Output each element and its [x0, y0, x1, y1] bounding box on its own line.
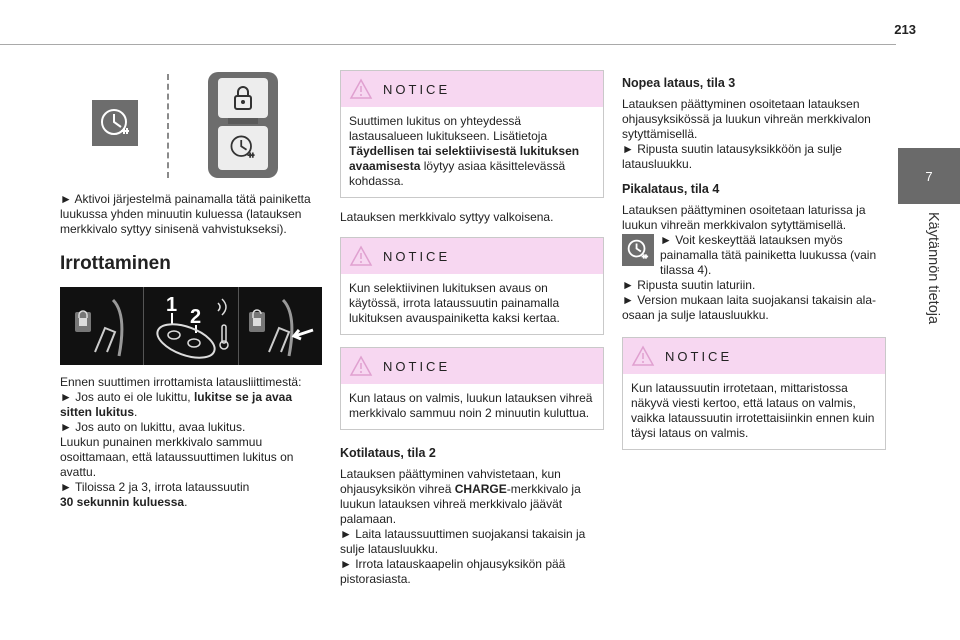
warning-triangle-icon	[349, 355, 373, 377]
column-3	[622, 76, 886, 460]
bullet-hang-charger: ► Ripusta suutin laturiin.	[622, 278, 756, 292]
bullet-hang-nozzle: ► Ripusta suutin latausyksikköön ja sulje latausluukku.	[622, 142, 842, 171]
delayed-charge-inline-icon	[622, 234, 654, 266]
warning-triangle-icon	[349, 78, 373, 100]
notice-body-4: Kun lataussuutin irrotetaan, mittaristossa näkyvä viesti kertoo, että lataus on valmis, vaikka lataussuutin irrotettaisiinkin ennen kuin täysi lataus on valmis.	[631, 381, 875, 440]
bullet-not-locked-bold: lukitse se ja avaa sitten lukitus	[60, 390, 293, 419]
charging-flap-panel	[208, 72, 278, 178]
notice-body-3: Kun lataus on valmis, luukun latauksen vihreä merkkivalo sammuu noin 2 minuutin kuluttua.	[349, 391, 593, 420]
bullet-unplug: ► Irrota latauskaapelin ohjausyksikön pää pistorasiasta.	[340, 557, 566, 586]
bullet-not-locked-end: .	[134, 405, 138, 419]
header-rule	[0, 44, 896, 45]
panel-latch	[228, 118, 258, 124]
notice-header-4	[623, 338, 885, 374]
notice-title-1: NOTICE	[383, 81, 451, 97]
bullet-cover-close: ► Version mukaan laita suojakansi takaisin ala-osaan ja sulje latausluukku.	[622, 293, 877, 322]
chapter-title: Käytännön tietoja	[925, 212, 941, 325]
fast-charging-text: Latauksen päättyminen osoitetaan latauksen ohjausyksikössä ja luukun vihreän merkkivalon sytyttämisellä.	[622, 97, 871, 141]
notice-box-2	[340, 237, 604, 335]
notice-title-3: NOTICE	[383, 358, 451, 374]
bullet-stop-charging: ► Voit keskeyttää latauksen myös painamalla tätä painiketta luukussa (vain tilassa 4).	[660, 233, 877, 277]
home-charging-text: Latauksen päättyminen vahvistetaan, kun ohjausyksikön vihreä	[340, 467, 561, 496]
charging-flap-locked-icon	[67, 294, 137, 358]
delayed-charge-icon	[92, 100, 138, 146]
home-charging-text-end: -merkkivalo ja luukun latauksen vihreä merkkivalo jäävät palamaan.	[340, 482, 581, 526]
notice-header-1	[341, 71, 603, 107]
delayed-charge-button-icon	[227, 132, 259, 164]
chapter-tab[interactable]: 7	[898, 148, 960, 204]
column-2	[340, 70, 604, 587]
illustration-panel-left	[60, 287, 143, 365]
paragraph-home-charging	[340, 467, 604, 587]
warning-triangle-icon	[631, 345, 655, 367]
step-number-2: 2	[190, 306, 202, 328]
red-light-text: Luukun punainen merkkivalo sammuu osoittamaan, että lataussuuttimen lukitus on avattu.	[60, 435, 294, 479]
paragraph-white-light: Latauksen merkkivalo syttyy valkoisena.	[340, 210, 554, 224]
bullet-modes-2-3: ► Tiloissa 2 ja 3, irrota lataussuutin	[60, 480, 250, 494]
paragraph-fast-charging	[622, 97, 886, 172]
page-number: 213	[894, 22, 916, 37]
heading-irrottaminen: Irrottaminen	[60, 253, 171, 274]
notice-title-2: NOTICE	[383, 248, 451, 264]
padlock-icon	[232, 85, 254, 111]
heading-rapid-charging: Pikalataus, tila 4	[622, 182, 720, 196]
key-fob-icon	[144, 291, 238, 361]
notice-1-text: Suuttimen lukitus on yhteydessä lastausalueen lukitukseen. Lisätietoja	[349, 114, 548, 143]
charge-label: CHARGE	[454, 482, 507, 496]
notice-title-4: NOTICE	[665, 348, 733, 364]
unlock-illustration	[60, 287, 322, 365]
paragraph-rapid-charging	[622, 203, 886, 323]
column-1	[60, 70, 322, 510]
illustration-divider	[167, 74, 169, 178]
notice-box-4	[622, 337, 886, 450]
notice-box-3	[340, 347, 604, 430]
lock-button[interactable]	[218, 78, 268, 118]
notice-header-2	[341, 238, 603, 274]
bullet-locked: ► Jos auto on lukittu, avaa lukitus.	[60, 420, 246, 434]
before-removal-intro: Ennen suuttimen irrottamista latausliittimestä:	[60, 375, 302, 389]
paragraph-before-removal	[60, 375, 322, 510]
heading-fast-charging: Nopea lataus, tila 3	[622, 76, 736, 90]
warning-triangle-icon	[349, 245, 373, 267]
charging-flap-unlocked-icon	[243, 294, 319, 358]
illustration-panel-right	[239, 287, 322, 365]
charging-button-illustration	[60, 70, 322, 182]
bullet-modes-2-3-end: .	[184, 495, 188, 509]
paragraph-activate: ► Aktivoi järjestelmä painamalla tätä painiketta luukussa yhden minuutin kuluessa (latauksen merkkivalo syttyy sinisenä vahvistukseksi).	[60, 192, 311, 236]
rapid-charging-text: Latauksen päättyminen osoitetaan laturissa ja luukun vihreän merkkivalon sytyttämisellä.	[622, 203, 866, 232]
notice-1-text-end: löytyy asiaa käsittelevässä kohdassa.	[349, 159, 566, 188]
notice-header-3	[341, 348, 603, 384]
notice-body-1	[341, 107, 603, 197]
bullet-modes-2-3-bold: 30 sekunnin kuluessa	[60, 495, 185, 509]
notice-box-1	[340, 70, 604, 198]
notice-1-bold: Täydellisen tai selektiivisestä lukituksen avaamisesta	[349, 144, 580, 173]
bullet-not-locked: ► Jos auto ei ole lukittu,	[60, 390, 194, 404]
heading-home-charging: Kotilataus, tila 2	[340, 446, 436, 460]
charge-button[interactable]	[218, 126, 268, 170]
bullet-cover: ► Laita lataussuuttimen suojakansi takaisin ja sulje latausluukku.	[340, 527, 586, 556]
notice-body-2: Kun selektiivinen lukituksen avaus on käytössä, irrota lataussuutin painamalla lukituksen avauspainiketta kaksi kertaa.	[349, 281, 560, 325]
step-number-1: 1	[166, 294, 178, 316]
illustration-panel-key	[143, 287, 239, 365]
